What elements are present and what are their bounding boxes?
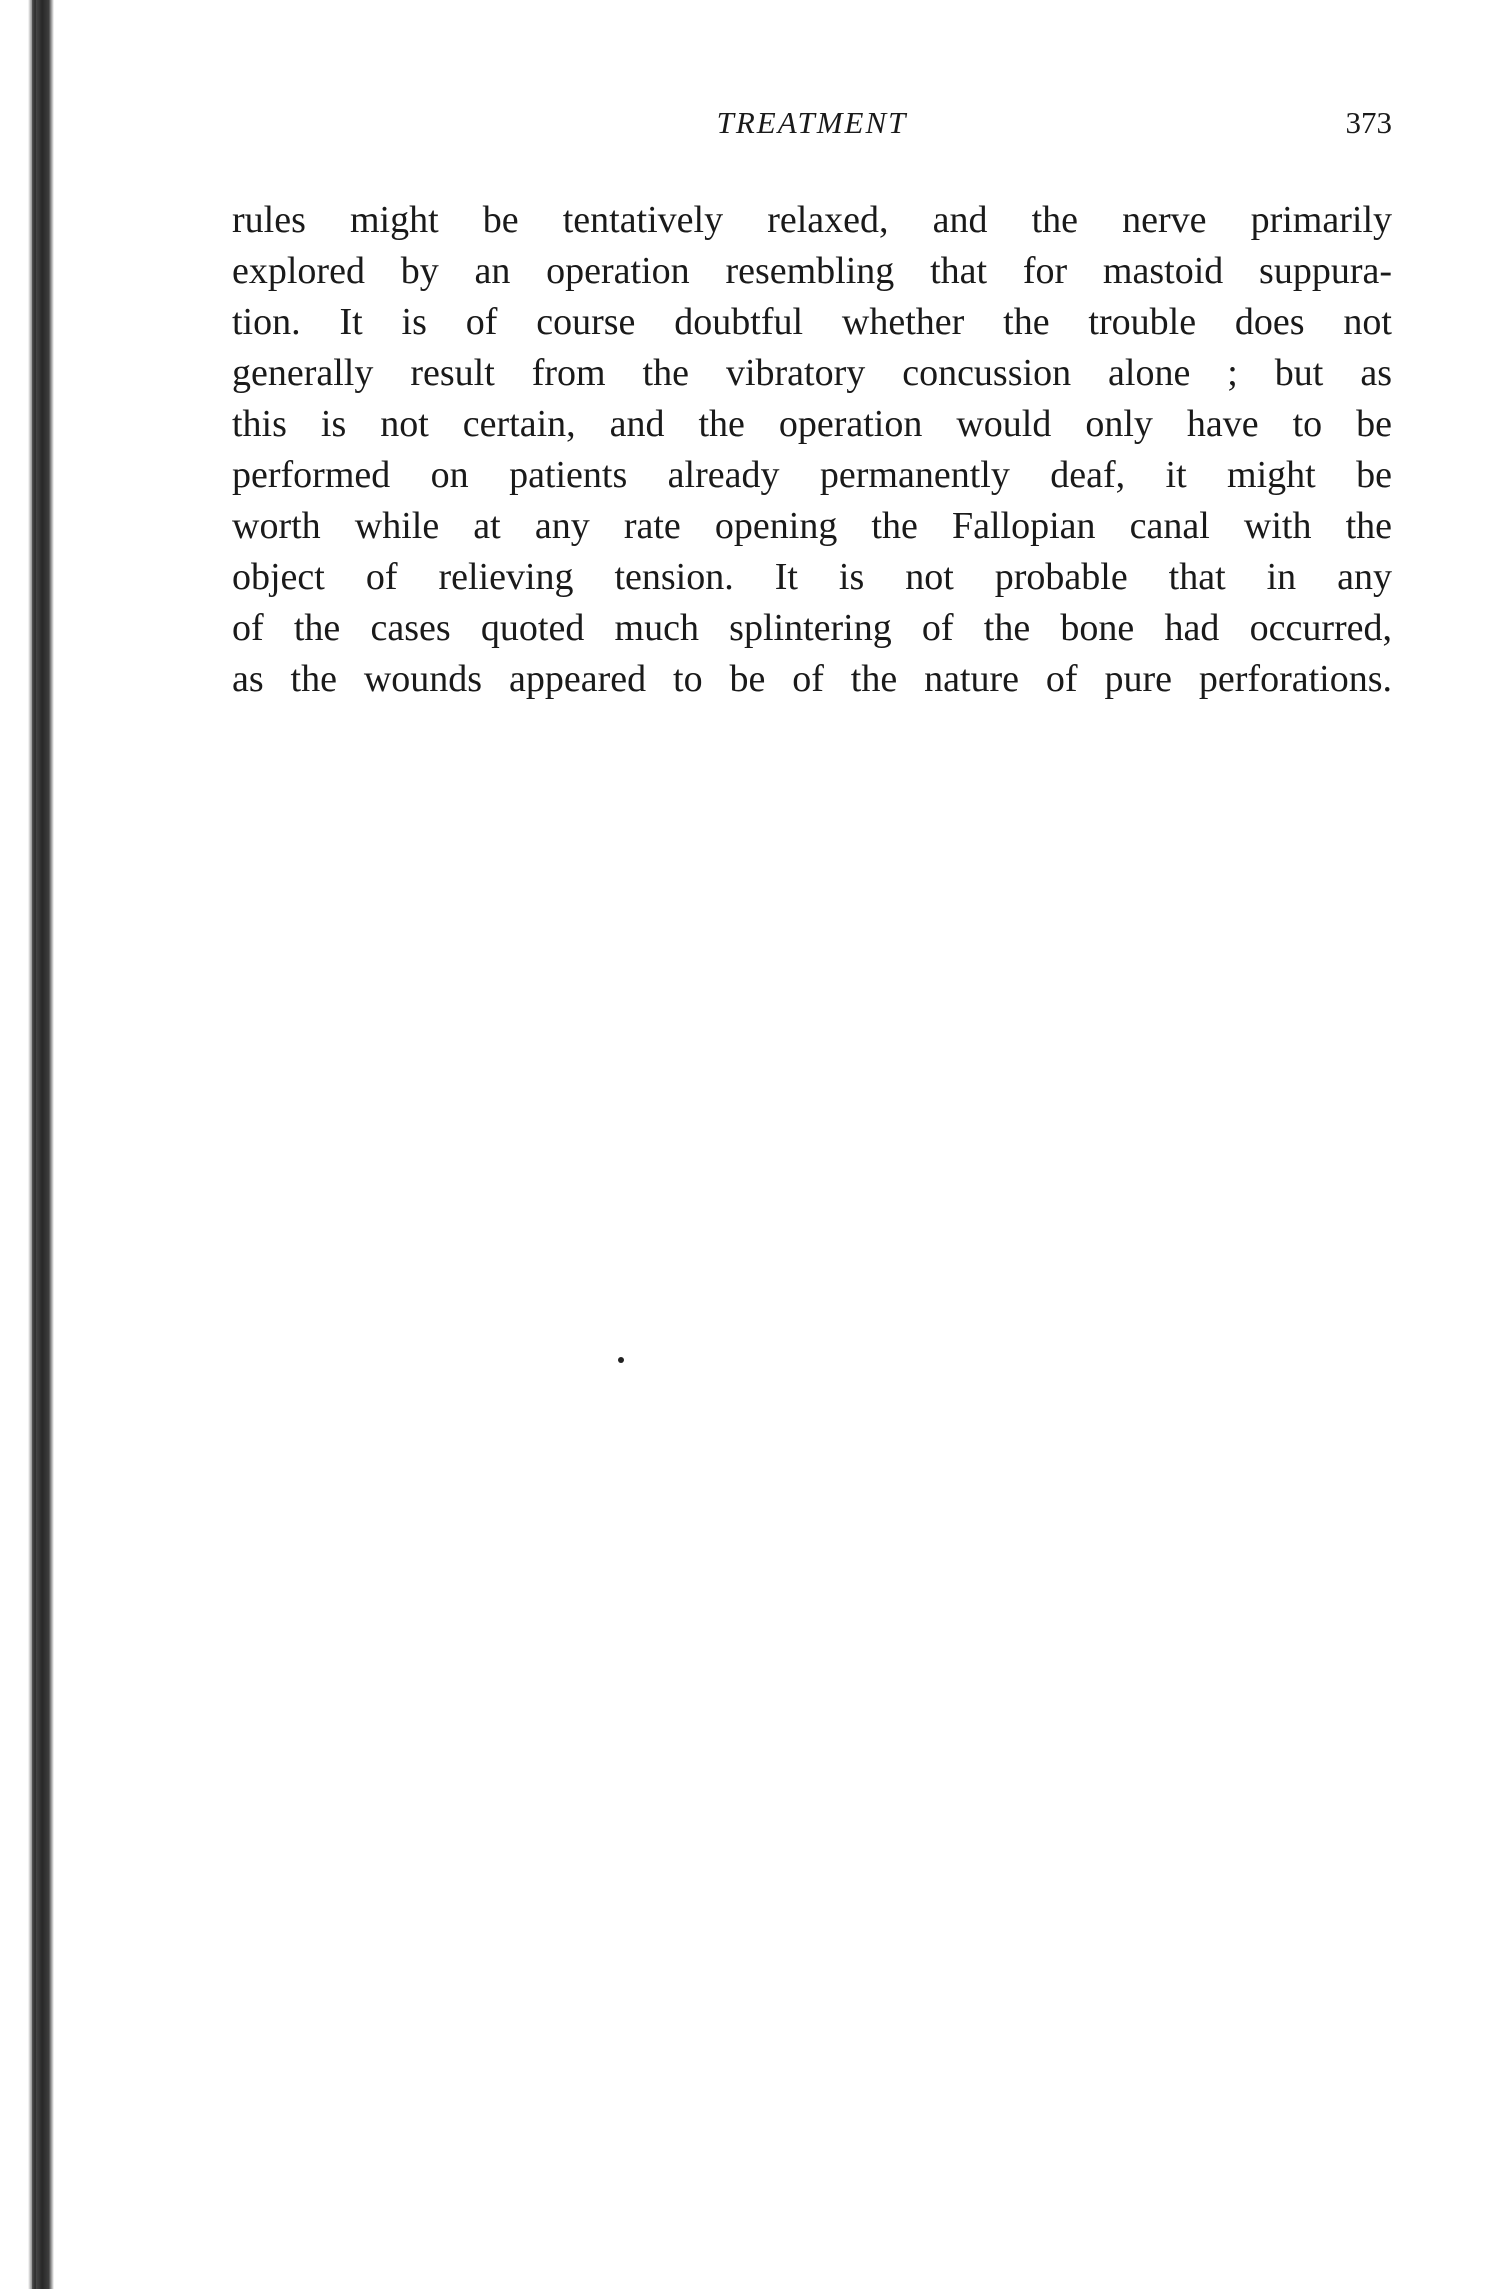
text-line: explored by an operation resembling that for mastoid suppura- bbox=[232, 250, 1392, 292]
text-line: rules might be tentatively relaxed, and the nerve primarily bbox=[232, 199, 1392, 241]
book-binding-edge bbox=[28, 0, 54, 2289]
text-line: generally result from the vibratory concussion alone ; but as bbox=[232, 352, 1392, 394]
running-title: TREATMENT bbox=[716, 105, 908, 140]
text-line: performed on patients already permanently deaf, it might be bbox=[232, 454, 1392, 496]
body-paragraph bbox=[232, 195, 1392, 705]
text-line: of the cases quoted much splintering of the bone had occurred, bbox=[232, 607, 1392, 649]
page-number: 373 bbox=[1345, 105, 1392, 140]
text-line: object of relieving tension. It is not probable that in any bbox=[232, 556, 1392, 598]
ink-speck bbox=[618, 1357, 624, 1363]
text-line: tion. It is of course doubtful whether the trouble does not bbox=[232, 301, 1392, 343]
running-head bbox=[232, 105, 1392, 155]
text-line: as the wounds appeared to be of the nature of pure perforations. bbox=[232, 658, 1392, 700]
text-line: this is not certain, and the operation would only have to be bbox=[232, 403, 1392, 445]
text-line: worth while at any rate opening the Fallopian canal with the bbox=[232, 505, 1392, 547]
